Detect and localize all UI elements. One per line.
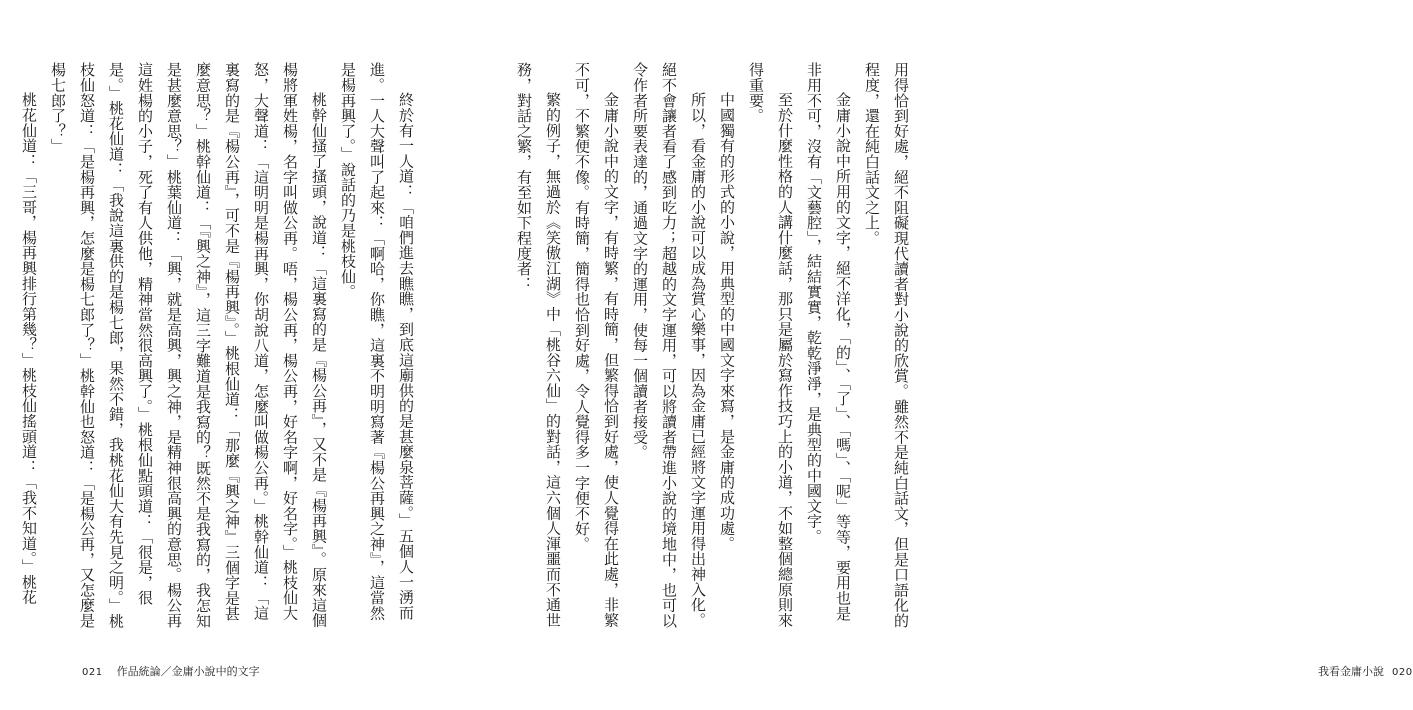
right-page <box>500 0 1413 710</box>
left-running-title: 作品統論／金庸小說中的文字 <box>116 665 260 678</box>
right-paragraph-6: 金庸小說中的文字，有時繁，有時簡，但繁得恰到好處，使人覺得在此處，非繁不可，不繁便不像。有時簡，簡得也恰到好處，令人覺得多一字便不好。 <box>573 62 620 628</box>
left-page-body <box>20 62 420 632</box>
left-paragraph-3: 桃花仙道：「三哥，楊再興排行第幾？」桃枝仙搖頭道：「我不知道。」桃花 <box>20 92 38 605</box>
right-page-footer <box>1318 665 1413 680</box>
right-paragraph-1: 用得恰到好處，絕不阻礙現代讀者對小說的欣賞。雖然不是純白話文，但是口語化的程度，還在純白話文之上。 <box>863 62 910 629</box>
right-running-title: 我看金庸小說 <box>1318 665 1384 678</box>
right-paragraph-2: 金庸小說中所用的文字，絕不洋化，「的」、「了」、「嗎」、「呢」等等，要用也是非用不可，沒有「文藝腔」，結結實實，乾乾淨淨，是典型的中國文字。 <box>805 62 852 621</box>
left-page-number: 021 <box>82 667 103 678</box>
right-paragraph-3: 至於什麼性格的人講什麼話，那只是屬於寫作技巧上的小道，不如整個總原則來得重要。 <box>747 62 794 628</box>
right-page-number: 020 <box>1392 667 1413 678</box>
left-page <box>0 0 500 710</box>
left-paragraph-1: 終於有一人道：「咱們進去瞧瞧，到底這廟供的是甚麼泉菩薩。」五個人一湧而進。一人大聲叫了起來：「啊哈，你瞧，這裏不明明寫著『楊公再興之神』，這當然是楊再興了。」說話的乃是桃枝仙。 <box>339 62 415 621</box>
right-paragraph-5: 所以，看金庸的小說可以成為賞心樂事，因為金庸已經將文字運用得出神入化。絕不會讓者看了感到吃力；超越的文字運用，可以將讀者帶進小說的境地中，也可以令作者所要表達的，通過文字的運用，使每一個讀者接受。 <box>631 62 707 629</box>
left-paragraph-2: 桃幹仙搔了搔頭，說道：「這裏寫的是『楊公再』，又不是『楊再興』。原來這個楊將軍姓楊，名字叫做公再。唔，楊公再，楊公再，好名字啊，好名字。」桃枝仙大怒，大聲道：「這明明是楊再興，你胡說八道，怎麼叫做楊公再。」桃幹仙道：「這裏寫的是『楊公再』，可不是『楊再興』。」桃根仙道：「那麼『興之神』三個字是甚麼意思？」桃幹仙道：「『興之神』，這三字難道是我寫的？既然不是我寫的，我怎知是甚麼意思？」桃葉仙道：「興，就是高興，興之神，是精神很高興的意思。楊公再這姓楊的小子，死了有人供他，精神當然很高興了。」桃根仙點頭道：「很是，很是。」桃花仙道：「我說這裏供的是楊七郎，果然不錯，我桃花仙大有先見之明。」桃枝仙怒道：「是楊再興，怎麼是楊七郎了？」桃幹仙也怒道：「是楊公再，又怎麼是楊七郎了？」 <box>49 62 328 629</box>
left-page-footer <box>82 665 260 680</box>
right-paragraph-7: 繁的例子，無過於《笑傲江湖》中「桃谷六仙」的對話，這六個人渾噩而不通世務，對話之繁，有至如下程度者： <box>515 62 562 628</box>
right-paragraph-4: 中國獨有的形式的小說，用典型的中國文字來寫，是金庸的成功處。 <box>718 92 736 551</box>
right-page-body <box>515 62 915 632</box>
